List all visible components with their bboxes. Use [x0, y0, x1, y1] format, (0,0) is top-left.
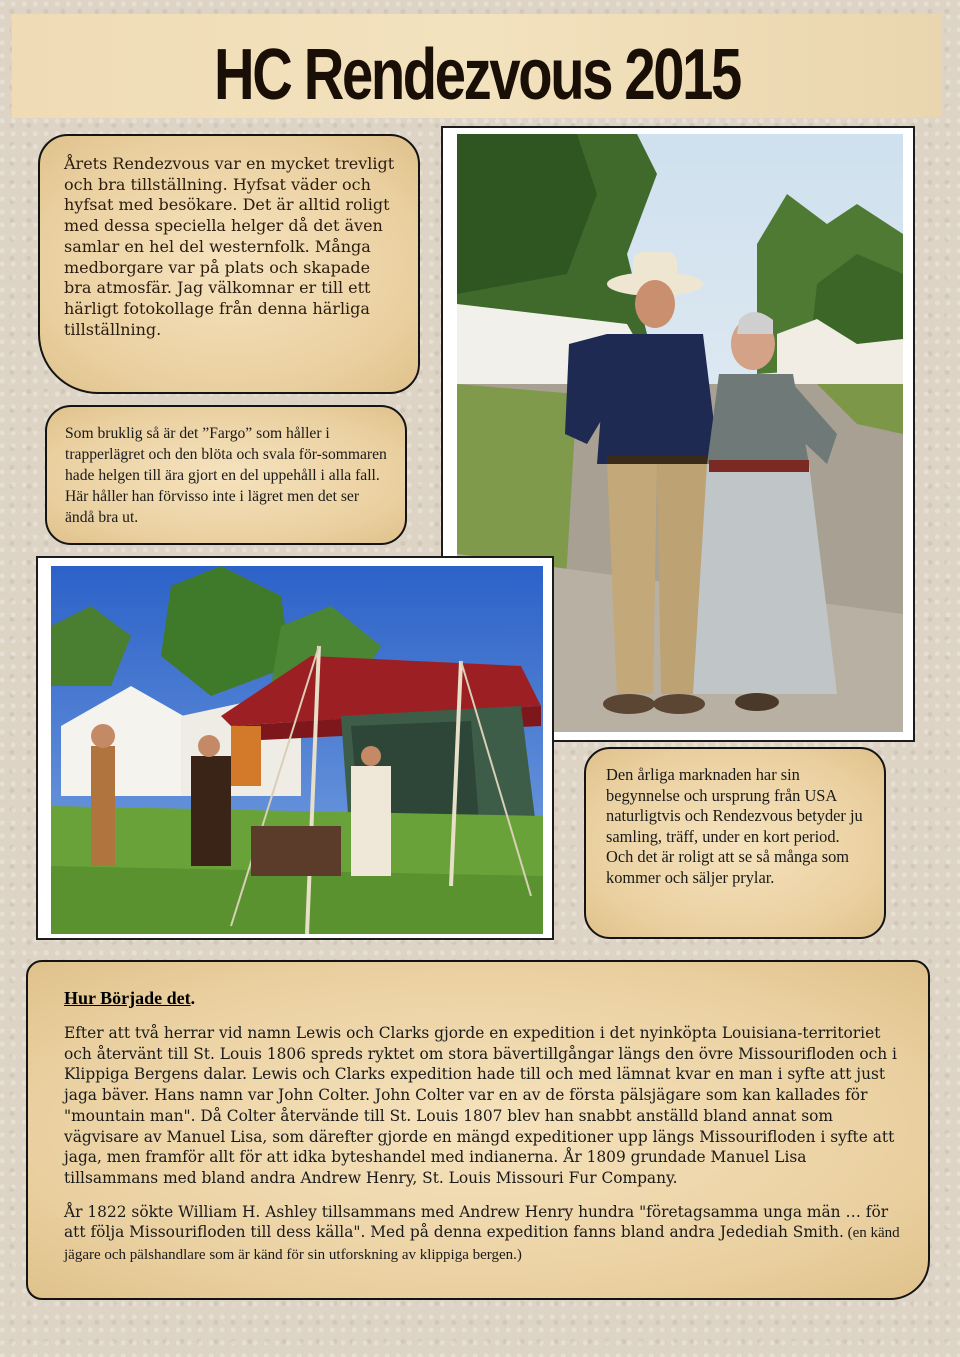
market-box — [584, 747, 886, 939]
title-banner — [12, 14, 942, 118]
intro-text: Årets Rendezvous var en mycket trevligt och bra tillställning. Hyfsat väder och hyfsat med besökare. Det är alltid roligt med dessa speciella helger då det även samlar en hel del westernfolk. Många medborgare var på plats och skapade bra atmosfär. Jag välkomnar er till ett härligt fotokollage från denna härliga tillställning. — [64, 154, 395, 339]
fargo-box — [45, 405, 407, 545]
history-paragraph-2 — [64, 1202, 902, 1266]
history-heading — [64, 988, 902, 1009]
history-paragraph-2-note: (en känd jägare och pälshandlare som är känd för sin utforskning av klippiga bergen.) — [64, 1225, 900, 1264]
history-box — [26, 960, 930, 1300]
fargo-text: Som bruklig så är det ”Fargo” som håller i trapperlägret och den blöta och svala för-sommaren hade helgen till ära gjort en del uppehåll i alla fall. Här håller han förvisso inte i lägret men det ser ändå bra ut. — [65, 425, 387, 526]
history-heading-text: Hur Började det — [64, 988, 191, 1008]
intro-box — [38, 134, 420, 394]
history-paragraph-2-text: År 1822 sökte William H. Ashley tillsammans med Andrew Henry hundra "företagsamma unga män … för att följa Missourifloden till dess källa". Med på denna expedition fanns bland andra Jedediah Smith. — [64, 1202, 889, 1242]
market-text: Den årliga marknaden har sin begynnelse och ursprung från USA naturligtvis och Rendezvous betyder ju samling, träff, under en kort period. Och det är roligt att se så många som kommer och säljer prylar. — [606, 765, 863, 887]
history-paragraph-1: Efter att två herrar vid namn Lewis och Clarks gjorde en expedition i det nyinköpta Louisiana-territoriet och återvänt till St. Louis 1806 spreds ryktet om stora bävertillgångar längs den övre Missourifloden och i Klippiga Bergens dalar. Lewis och Clarks expedition hade till och med lämnat kvar en man i syfte att just jaga bäver. Hans namn var John Colter. John Colter var en av de första pälsjägare som kan kallades för "mountain man". Då Colter återvände till St. Louis 1807 blev han snabbt anställd bland annat som vägvisare av Manuel Lisa, som därefter gjorde en mängd expeditioner upp längs Missourifloden i syfte att jaga, men framför allt för att idka byteshandel med indianerna. År 1809 grundade Manuel Lisa tillsammans med bland andra Andrew Henry, St. Louis Missouri Fur Company. — [64, 1024, 897, 1187]
history-heading-suffix: . — [190, 988, 196, 1008]
market-photo — [51, 566, 543, 934]
market-photo-frame — [36, 556, 554, 940]
page-title: HC Rendezvous 2015 — [214, 35, 740, 115]
